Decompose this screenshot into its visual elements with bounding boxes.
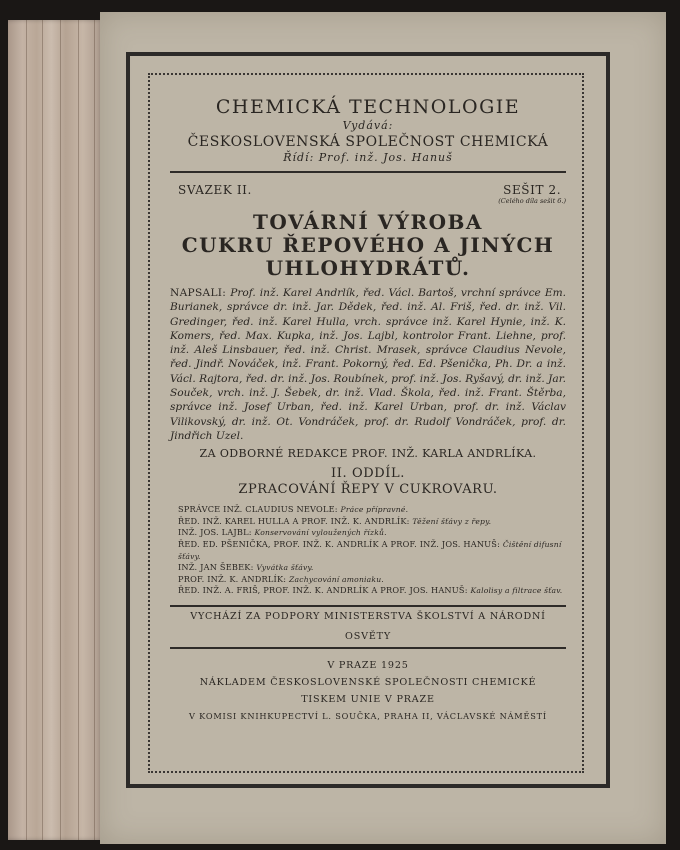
contribution-item: SPRÁVCE INŽ. CLAUDIUS NEVOLE: Práce přípravné. [178, 504, 409, 515]
authors-list: Prof. inž. Karel Andrlík, řed. Václ. Bartoš, vrchní správce Em. Burianek, správce dr. inž. Jar. Dědek, řed. inž. Al. Friš, řed. dr. inž. Vil. Gredinger, řed. inž. Karel Hulla, vrch. správce inž. Karel Hynie, inž. K. Komers, řed. Max. Kupka, inž. Jos. Lajbl, kontrolor Frant. Liehne, prof. inž. Aleš Linsbauer, řed. inž. Christ. Mrasek, správce Claudius Nevole, řed. Jindř. Nováček, inž. Frant. Pokorný, řed. Ed. Pšenička, Ph. Dr. a inž. Václ. Rajtora, řed. dr. inž. Jos. Roubínek, prof. inž. Jos. Ryšavý, dr. inž. Jar. Souček, vrch. inž. J. Šebek, dr. inž. Vlad. Škola, řed. inž. Frant. Štěrba, správce inž. Josef Urban, řed. inž. Karel Urban, prof. dr. inž. Václav Vilikovský, dr. inž. Ot. Vondráček, prof. dr. Rudolf Vondráček, prof. dr. Jindřich Uzel. [170, 287, 567, 442]
cover-content [170, 96, 566, 725]
editor-line: Řídí: Prof. inž. Jos. Hanuš [283, 151, 453, 164]
contribution-item: INŽ. JOS. LAJBL: Konservování vyloužených řízků. [178, 527, 387, 538]
contribution-item: ŘED. INŽ. A. FRIŠ, PROF. INŽ. K. ANDRLÍK A PROF. JOS. HANUŠ: Kalolisy a filtrace šťav. [178, 585, 563, 596]
contribution-item: INŽ. JAN ŠEBEK: Vyvátka šťávy. [178, 562, 314, 573]
divider [170, 171, 566, 173]
section-number: II. ODDÍL. [331, 466, 405, 482]
contribution-item: PROF. INŽ. K. ANDRLÍK: Zachycování amoniaku. [178, 573, 384, 584]
publisher-label: Vydává: [342, 119, 394, 132]
printer-line: TISKEM UNIE V PRAZE [301, 694, 435, 706]
contribution-item: ŘED. ED. PŠENIČKA, PROF. INŽ. K. ANDRLÍK A PROF. INŽ. JOS. HANUŠ: Čištění difusní šťávy. [178, 539, 562, 561]
volume-label: SVAZEK II. [178, 183, 252, 197]
support-line: VYCHÁZÍ ZA PODPORY MINISTERSTVA ŠKOLSTVÍ A NÁRODNÍ OSVĚTY [190, 611, 546, 643]
title-line: TOVÁRNÍ VÝROBA [253, 210, 483, 234]
authors-block [170, 286, 566, 443]
authors-label: NAPSALI: [170, 287, 227, 299]
imprint [170, 657, 566, 725]
publisher-name: ČESKOSLOVENSKÁ SPOLEČNOST CHEMICKÁ [187, 134, 549, 150]
issue-note: (Celého díla sešit 6.) [498, 197, 566, 205]
divider [170, 647, 566, 649]
publisher-imprint: NÁKLADEM ČESKOSLOVENSKÉ SPOLEČNOSTI CHEMICKÉ [199, 677, 537, 689]
series-title: CHEMICKÁ TECHNOLOGIE [215, 96, 521, 118]
issue-label: SEŠIT 2. [503, 183, 562, 197]
title-line: CUKRU ŘEPOVÉHO A JINÝCH [181, 233, 555, 257]
contributions-list [170, 504, 566, 597]
section-title: ZPRACOVÁNÍ ŘEPY V CUKROVARU. [238, 482, 498, 498]
commission-line: V KOMISI KNIHKUPECTVÍ L. SOUČKA, PRAHA II, VÁCLAVSKÉ NÁMĚSTÍ [189, 711, 547, 722]
title-line: UHLOHYDRÁTŮ. [265, 256, 471, 280]
editorial-line: ZA ODBORNÉ REDAKCE PROF. INŽ. KARLA ANDRLÍKA. [199, 447, 537, 461]
book-title [170, 211, 566, 280]
book-spine [8, 20, 104, 840]
place-year: V PRAZE 1925 [327, 660, 409, 672]
contribution-item: ŘED. INŽ. KAREL HULLA A PROF. INŽ. K. ANDRLÍK: Těžení šťávy z řepy. [178, 515, 492, 526]
